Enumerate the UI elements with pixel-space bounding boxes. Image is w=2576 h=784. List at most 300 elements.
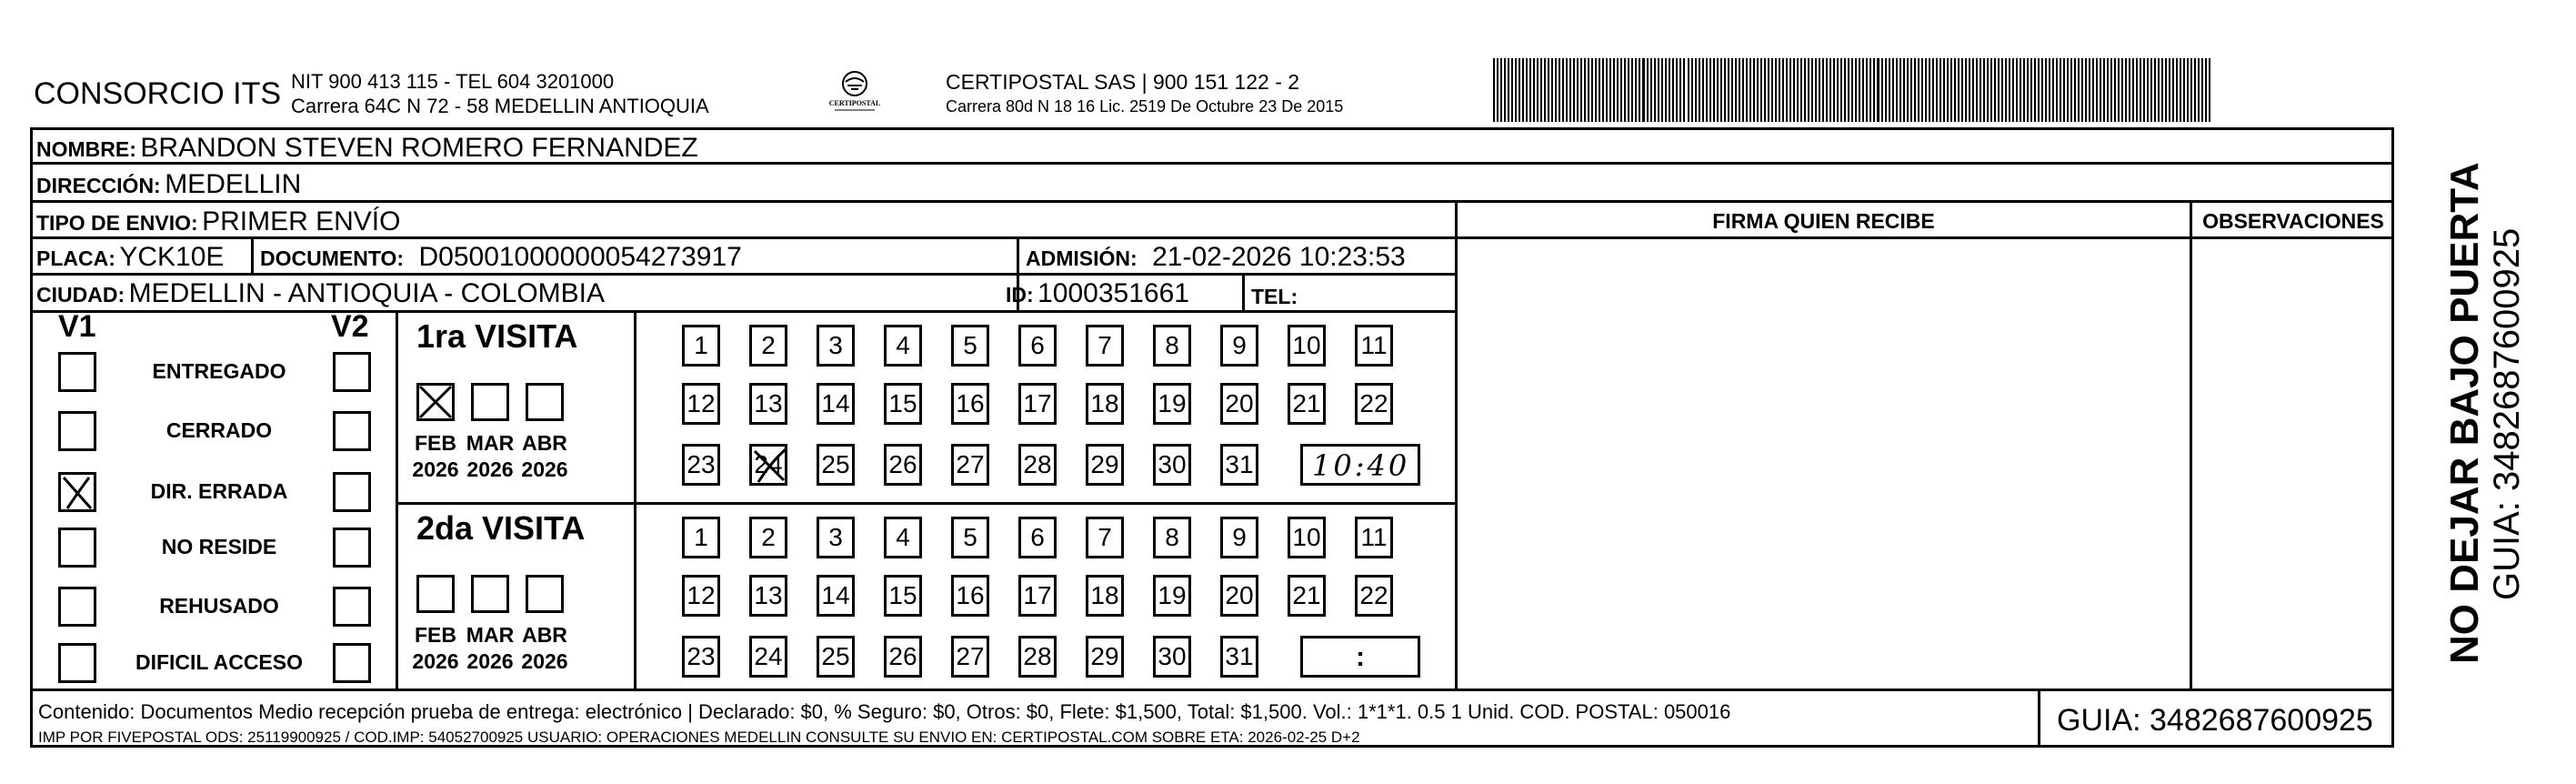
day-box[interactable]: 27	[951, 444, 989, 486]
day-box[interactable]: 29	[1086, 636, 1124, 678]
day-box[interactable]: 19	[1153, 575, 1191, 617]
barcode-bar	[2020, 58, 2021, 122]
barcode-bar	[2147, 58, 2149, 122]
day-box[interactable]: 9	[1220, 517, 1258, 558]
barcode-bar	[1936, 58, 1938, 122]
day-box[interactable]: 13	[749, 383, 787, 425]
barcode-bar	[2201, 58, 2203, 122]
barcode-bar	[1691, 58, 1693, 122]
time-placeholder: :	[1356, 642, 1365, 672]
barcode-bar	[1844, 58, 1846, 122]
barcode-bar	[1559, 58, 1560, 122]
barcode-bar	[2107, 58, 2109, 122]
barcode-bar	[1866, 58, 1868, 122]
barcode-bar	[1932, 58, 1934, 122]
barcode-bar	[1617, 58, 1619, 122]
day-box[interactable]: 3	[817, 517, 855, 558]
barcode-bar	[1808, 58, 1809, 122]
day-box[interactable]: 1	[682, 325, 720, 367]
barcode-bar	[2096, 58, 2098, 122]
day-box[interactable]: 23	[682, 444, 720, 486]
barcode-bar	[1779, 58, 1780, 122]
day-box[interactable]: 26	[884, 636, 922, 678]
v1-checkbox[interactable]	[58, 587, 96, 627]
barcode-bar	[1731, 58, 1733, 122]
day-box[interactable]: 2	[749, 325, 787, 367]
barcode-bar	[1504, 58, 1506, 122]
barcode-bar	[2125, 58, 2127, 122]
barcode-bar	[1822, 58, 1824, 122]
barcode-bar	[1786, 58, 1788, 122]
barcode-bar	[1800, 58, 1802, 122]
v2-checkbox[interactable]	[333, 587, 371, 627]
handwritten-check-mark	[58, 472, 96, 512]
barcode-bar	[2081, 58, 2083, 122]
barcode-bar	[2052, 58, 2054, 122]
barcode-bar	[1669, 58, 1670, 122]
barcode-bar	[2150, 58, 2152, 122]
documento-label: DOCUMENTO:	[260, 246, 405, 270]
barcode-bar	[2209, 58, 2210, 122]
day-box[interactable]: 8	[1153, 325, 1191, 367]
v2-checkbox[interactable]	[333, 411, 371, 451]
month-checkbox[interactable]	[526, 383, 564, 421]
barcode-bar	[2016, 58, 2018, 122]
day-box[interactable]: 6	[1018, 517, 1057, 558]
month-label	[462, 622, 518, 675]
day-box[interactable]: 28	[1018, 636, 1057, 678]
barcode-bar	[1958, 58, 1960, 122]
barcode-bar	[2070, 58, 2072, 122]
carrier-address: Carrera 80d N 18 16 Lic. 2519 De Octubre 23 De 2015	[946, 97, 1344, 116]
day-box[interactable]: 21	[1288, 575, 1326, 617]
barcode-bar	[1676, 58, 1678, 122]
day-box[interactable]: 10	[1288, 325, 1326, 367]
side-guia: GUIA: 3482687600925	[2487, 227, 2527, 600]
day-box[interactable]: 14	[817, 575, 855, 617]
day-box[interactable]: 8	[1153, 517, 1191, 558]
day-box[interactable]: 27	[951, 636, 989, 678]
day-box[interactable]: 15	[884, 575, 922, 617]
barcode-bar	[1903, 58, 1905, 122]
footer-print-info: IMP POR FIVEPOSTAL ODS: 25119900925 / COD.IMP: 54052700925 USUARIO: OPERACIONES MEDELLIN CONSULTE SU ENVIO EN: CERTIPOSTAL.COM SOBRE ETA: 2026-02-25 D+2	[38, 729, 1360, 746]
barcode-bar	[1742, 58, 1744, 122]
time-box[interactable]	[1300, 444, 1420, 486]
barcode-bar	[1500, 58, 1502, 122]
admision-value: 21-02-2026 10:23:53	[1152, 242, 1406, 272]
documento-field	[260, 242, 742, 273]
tipo-envio-row	[36, 206, 400, 237]
barcode-bar	[1537, 58, 1539, 122]
placa-field	[36, 242, 224, 273]
barcode-bar	[1980, 58, 1981, 122]
nombre-row	[36, 133, 698, 164]
barcode-bar	[1511, 58, 1513, 122]
firma-header: FIRMA QUIEN RECIBE	[1712, 209, 1935, 233]
barcode-bar	[1620, 58, 1622, 122]
barcode-bar	[1749, 58, 1751, 122]
barcode-bar	[1918, 58, 1919, 122]
barcode-bar	[1976, 58, 1978, 122]
barcode-bar	[2060, 58, 2061, 122]
day-box[interactable]: 17	[1018, 383, 1057, 425]
barcode-bar	[1580, 58, 1582, 122]
status-label: CERRADO	[165, 418, 273, 442]
barcode-bar	[1972, 58, 1974, 122]
barcode-bar	[1679, 58, 1681, 122]
barcode-bar	[1642, 58, 1645, 122]
barcode-bar	[1940, 58, 1941, 122]
day-box[interactable]: 22	[1355, 575, 1393, 617]
day-box[interactable]: 13	[749, 575, 787, 617]
barcode-bar	[2078, 58, 2080, 122]
barcode-bar	[1519, 58, 1520, 122]
day-box[interactable]: 23	[682, 636, 720, 678]
barcode-bar	[2176, 58, 2178, 122]
barcode-bar	[1855, 58, 1857, 122]
day-box[interactable]: 26	[884, 444, 922, 486]
barcode-bar	[2001, 58, 2003, 122]
barcode-bar	[1588, 58, 1589, 122]
barcode-bar	[2049, 58, 2050, 122]
v2-checkbox[interactable]	[333, 643, 371, 683]
visit-title: 2da VISITA	[416, 509, 586, 547]
v1-checkbox[interactable]	[58, 472, 96, 512]
v2-checkbox[interactable]	[333, 472, 371, 512]
barcode-bar	[1720, 58, 1722, 122]
v1-checkbox[interactable]	[58, 528, 96, 568]
day-box[interactable]: 22	[1355, 383, 1393, 425]
barcode-bar	[1764, 58, 1766, 122]
barcode-bar	[1566, 58, 1568, 122]
barcode-bar	[1595, 58, 1597, 122]
barcode-bar	[2187, 58, 2189, 122]
month-checkbox[interactable]	[526, 575, 564, 613]
tel-field	[1251, 280, 1298, 311]
admision-label: ADMISIÓN:	[1026, 246, 1138, 270]
day-box[interactable]: 17	[1018, 575, 1057, 617]
barcode-bar	[1789, 58, 1791, 122]
day-box[interactable]: 18	[1086, 383, 1124, 425]
barcode-bar	[1665, 58, 1667, 122]
barcode-bar	[2009, 58, 2010, 122]
day-box[interactable]: 3	[817, 325, 855, 367]
barcode-bar	[1661, 58, 1663, 122]
day-box[interactable]: 30	[1153, 444, 1191, 486]
barcode-bar	[2129, 58, 2130, 122]
barcode-bar	[1540, 58, 1542, 122]
day-box[interactable]: 2	[749, 517, 787, 558]
barcode-bar	[1529, 58, 1531, 122]
barcode-bar	[1921, 58, 1923, 122]
barcode-bar	[1654, 58, 1656, 122]
barcode-bar	[1833, 58, 1835, 122]
day-box[interactable]: 21	[1288, 383, 1326, 425]
ciudad-field	[36, 278, 605, 309]
day-box[interactable]: 16	[951, 575, 989, 617]
barcode-bar	[1929, 58, 1930, 122]
barcode-bar	[2172, 58, 2174, 122]
nombre-value: BRANDON STEVEN ROMERO FERNANDEZ	[140, 133, 698, 163]
barcode-bar	[1907, 58, 1909, 122]
v2-checkbox[interactable]	[333, 528, 371, 568]
barcode-bar	[1724, 58, 1726, 122]
status-label: REHUSADO	[159, 594, 279, 618]
day-box[interactable]: 31	[1220, 636, 1258, 678]
v1-header: V1	[58, 309, 96, 344]
barcode-bar	[1910, 58, 1912, 122]
barcode-bar	[1819, 58, 1820, 122]
day-box[interactable]: 6	[1018, 325, 1057, 367]
barcode-bar	[1497, 58, 1498, 122]
barcode-bar	[1811, 58, 1813, 122]
day-box[interactable]: 10	[1288, 517, 1326, 558]
barcode-bar	[1522, 58, 1524, 122]
day-box[interactable]: 11	[1355, 325, 1393, 367]
day-box[interactable]: 18	[1086, 575, 1124, 617]
barcode-bar	[1639, 58, 1640, 122]
barcode-bar	[1609, 58, 1611, 122]
month-name: FEB	[415, 431, 456, 455]
admision-field	[1026, 242, 1406, 273]
day-box[interactable]: 25	[817, 636, 855, 678]
barcode-bar	[1961, 58, 1963, 122]
v2-checkbox[interactable]	[333, 352, 371, 392]
day-box[interactable]: 5	[951, 517, 989, 558]
barcode-bar	[1702, 58, 1704, 122]
barcode-bar	[1889, 58, 1890, 122]
day-box[interactable]: 4	[884, 325, 922, 367]
barcode-bar	[1613, 58, 1615, 122]
tel-label: TEL:	[1251, 285, 1298, 308]
barcode-bar	[1650, 58, 1652, 122]
barcode-bar	[1804, 58, 1806, 122]
barcode-bar	[1746, 58, 1748, 122]
barcode-bar	[1837, 58, 1839, 122]
side-notice: NO DEJAR BAJO PUERTA	[2442, 162, 2487, 664]
day-box[interactable]: 7	[1086, 517, 1124, 558]
barcode-bar	[1829, 58, 1831, 122]
day-box[interactable]: 19	[1153, 383, 1191, 425]
barcode-bar	[2100, 58, 2101, 122]
id-label: ID:	[1006, 283, 1034, 307]
barcode-bar	[1683, 58, 1685, 122]
barcode-bar	[1728, 58, 1729, 122]
barcode-bar	[2165, 58, 2167, 122]
barcode-bar	[2194, 58, 2196, 122]
barcode-bar	[2063, 58, 2065, 122]
barcode-bar	[1658, 58, 1659, 122]
barcode-bar	[1815, 58, 1817, 122]
barcode-bar	[1599, 58, 1600, 122]
month-year: 2026	[521, 649, 568, 673]
barcode-bar	[1709, 58, 1711, 122]
barcode-bar	[1851, 58, 1853, 122]
barcode-bar	[1753, 58, 1755, 122]
barcode-bar	[1555, 58, 1557, 122]
day-box[interactable]: 24	[749, 444, 787, 486]
status-label: DIR. ERRADA	[150, 479, 288, 503]
status-label: ENTREGADO	[152, 359, 286, 383]
direccion-row	[36, 169, 301, 200]
barcode-bar	[1591, 58, 1593, 122]
documento-value: D05001000000054273917	[418, 242, 742, 272]
day-box[interactable]: 11	[1355, 517, 1393, 558]
day-box[interactable]: 25	[817, 444, 855, 486]
barcode-bar	[2143, 58, 2145, 122]
barcode-bar	[2056, 58, 2058, 122]
day-box[interactable]: 9	[1220, 325, 1258, 367]
day-box[interactable]: 15	[884, 383, 922, 425]
barcode-bar	[1569, 58, 1571, 122]
barcode-bar	[2161, 58, 2163, 122]
day-box[interactable]: 14	[817, 383, 855, 425]
barcode-bar	[1551, 58, 1553, 122]
time-box[interactable]	[1300, 636, 1420, 678]
barcode-bar	[1624, 58, 1626, 122]
certipostal-logo	[809, 67, 900, 113]
barcode-bar	[1706, 58, 1708, 122]
svg-text:CERTIPOSTAL: CERTIPOSTAL	[828, 99, 881, 107]
barcode-bar	[1873, 58, 1875, 122]
barcode-bar	[2118, 58, 2120, 122]
month-checkbox[interactable]	[471, 575, 509, 613]
barcode-bar	[1573, 58, 1575, 122]
barcode-bar	[2041, 58, 2043, 122]
barcode-bar	[1881, 58, 1883, 122]
barcode-bar	[1782, 58, 1784, 122]
month-name: MAR	[466, 431, 515, 455]
id-value: 1000351661	[1037, 278, 1189, 308]
barcode-bar	[1950, 58, 1952, 122]
day-box[interactable]: 12	[682, 575, 720, 617]
v1-checkbox[interactable]	[58, 643, 96, 683]
day-box[interactable]: 12	[682, 383, 720, 425]
barcode-bar	[2114, 58, 2116, 122]
month-year: 2026	[412, 649, 459, 673]
barcode-bar	[1840, 58, 1842, 122]
barcode-bar	[1896, 58, 1898, 122]
barcode-bar	[1793, 58, 1795, 122]
barcode-bar	[2136, 58, 2138, 122]
day-box[interactable]: 29	[1086, 444, 1124, 486]
day-box[interactable]: 16	[951, 383, 989, 425]
barcode-bar	[2030, 58, 2032, 122]
barcode-bar	[1771, 58, 1773, 122]
month-checkbox[interactable]	[471, 383, 509, 421]
barcode-bar	[1508, 58, 1509, 122]
v1-checkbox[interactable]	[58, 352, 96, 392]
id-field	[1006, 278, 1189, 309]
month-label	[407, 622, 464, 675]
day-box[interactable]: 31	[1220, 444, 1258, 486]
handwritten-x-mark	[416, 383, 455, 421]
barcode-bar	[1797, 58, 1799, 122]
barcode-bar	[1994, 58, 1996, 122]
placa-value: YCK10E	[119, 242, 225, 272]
barcode-bar	[1548, 58, 1549, 122]
visit-title: 1ra VISITA	[416, 317, 578, 355]
barcode-bar	[1998, 58, 2000, 122]
month-year: 2026	[466, 649, 514, 673]
month-checkbox[interactable]	[416, 575, 455, 613]
barcode-bar	[1739, 58, 1740, 122]
nombre-label: NOMBRE:	[36, 137, 136, 161]
tipo-envio-label: TIPO DE ENVIO:	[36, 211, 198, 235]
month-year: 2026	[521, 457, 568, 481]
barcode-bar	[1584, 58, 1586, 122]
barcode-bar	[2085, 58, 2087, 122]
barcode-bar	[1672, 58, 1674, 122]
barcode-bar	[1775, 58, 1777, 122]
handwritten-time: 10:40	[1312, 448, 1410, 483]
barcode-bar	[1869, 58, 1871, 122]
barcode-bar	[2103, 58, 2105, 122]
barcode-bar	[1699, 58, 1700, 122]
day-box[interactable]: 20	[1220, 575, 1258, 617]
month-year: 2026	[412, 457, 459, 481]
barcode-bar	[2067, 58, 2069, 122]
day-box[interactable]: 4	[884, 517, 922, 558]
month-checkbox[interactable]	[416, 383, 455, 421]
barcode-bar	[2023, 58, 2025, 122]
barcode-bar	[1647, 58, 1649, 122]
barcode-bar	[2005, 58, 2007, 122]
barcode-bar	[2158, 58, 2160, 122]
barcode-bar	[1848, 58, 1849, 122]
barcode-bar	[2140, 58, 2141, 122]
status-label: NO RESIDE	[161, 535, 277, 558]
observaciones-header: OBSERVACIONES	[2202, 209, 2384, 233]
barcode-bar	[1987, 58, 1989, 122]
barcode-bar	[2121, 58, 2123, 122]
barcode-bar	[2183, 58, 2185, 122]
barcode-bar	[1826, 58, 1828, 122]
direccion-label: DIRECCIÓN:	[36, 174, 161, 197]
day-box[interactable]: 20	[1220, 383, 1258, 425]
barcode-bar	[1602, 58, 1604, 122]
barcode-bar	[1954, 58, 1956, 122]
barcode-bar	[1635, 58, 1637, 122]
tipo-envio-value: PRIMER ENVÍO	[202, 206, 401, 236]
v1-checkbox[interactable]	[58, 411, 96, 451]
barcode-bar	[1768, 58, 1769, 122]
barcode-bar	[1695, 58, 1697, 122]
barcode-bar	[1885, 58, 1887, 122]
barcode-bar	[1493, 58, 1495, 122]
day-box[interactable]: 7	[1086, 325, 1124, 367]
barcode-bar	[2198, 58, 2200, 122]
barcode-bar	[1562, 58, 1564, 122]
barcode-bar	[2027, 58, 2029, 122]
day-box[interactable]: 28	[1018, 444, 1057, 486]
day-box[interactable]: 1	[682, 517, 720, 558]
barcode-bar	[1947, 58, 1949, 122]
barcode-bar	[1899, 58, 1901, 122]
month-label	[516, 622, 573, 675]
barcode-bar	[1990, 58, 1992, 122]
barcode-bar	[1862, 58, 1864, 122]
barcode-bar	[1688, 58, 1689, 122]
barcode-bar	[1717, 58, 1719, 122]
barcode-bar	[2154, 58, 2156, 122]
day-box[interactable]: 24	[749, 636, 787, 678]
day-box[interactable]: 5	[951, 325, 989, 367]
barcode-bar	[1760, 58, 1762, 122]
barcode	[1491, 58, 2214, 122]
day-box[interactable]: 30	[1153, 636, 1191, 678]
barcode-bar	[1526, 58, 1528, 122]
